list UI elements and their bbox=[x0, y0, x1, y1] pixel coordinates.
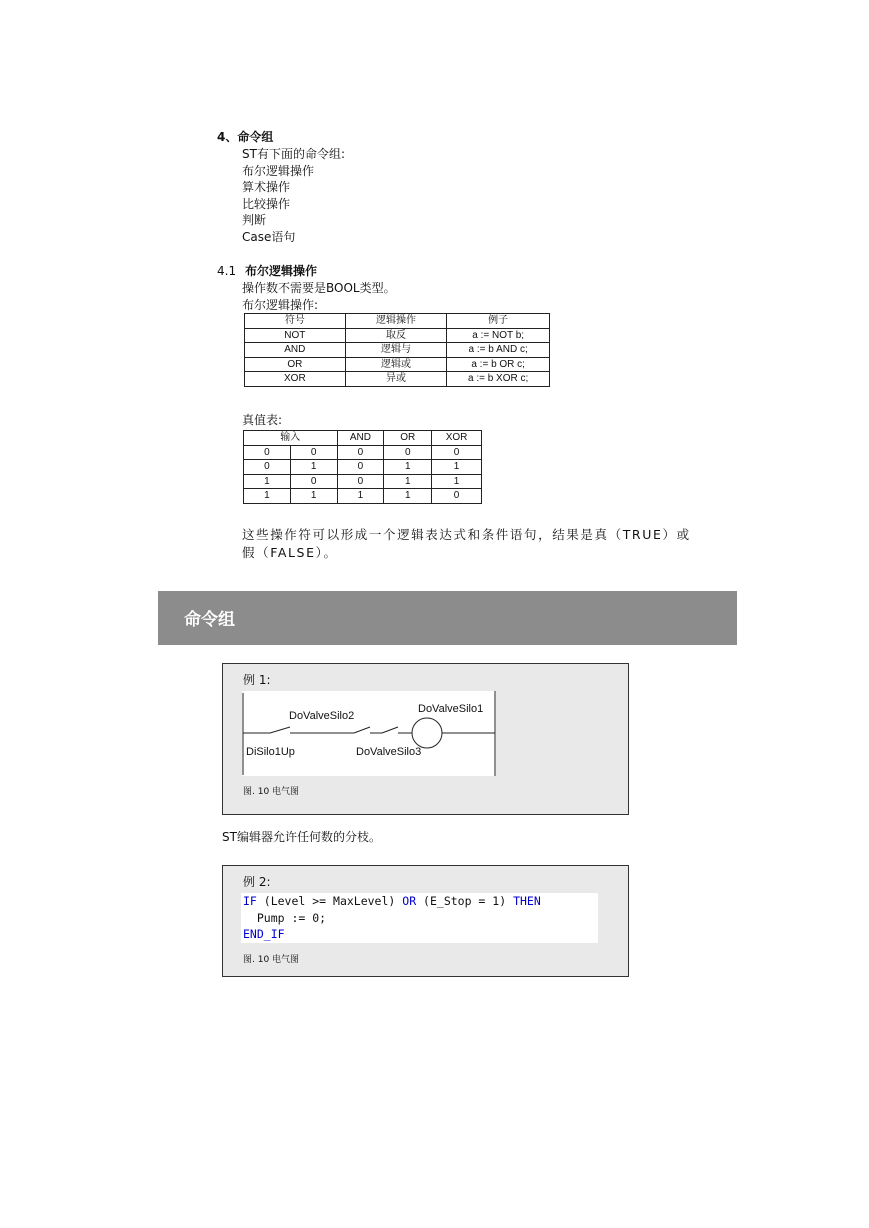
code-condition: (E_Stop = 1) bbox=[416, 894, 514, 908]
table-cell: 逻辑或 bbox=[345, 357, 447, 372]
code-block bbox=[241, 893, 598, 943]
table-cell: a := b OR c; bbox=[447, 357, 550, 372]
code-line: Pump := 0; bbox=[243, 910, 327, 925]
code-line bbox=[241, 893, 598, 910]
example-title: 例 1: bbox=[243, 673, 271, 687]
table-cell: 1 bbox=[432, 474, 482, 489]
table-cell: 取反 bbox=[345, 328, 447, 343]
contact-label: DoValveSilo3 bbox=[356, 746, 422, 758]
example-2-box bbox=[222, 865, 629, 977]
code-line-endif: END_IF bbox=[243, 927, 285, 942]
keyword-or: OR bbox=[402, 894, 417, 908]
list-item: 布尔逻辑操作 bbox=[242, 163, 315, 178]
contact-3-symbol bbox=[382, 727, 398, 733]
operand-note: 操作数不需要是BOOL类型。 bbox=[242, 281, 396, 295]
table-cell: a := b AND c; bbox=[447, 343, 550, 358]
contact-2-symbol bbox=[354, 727, 370, 733]
table-cell: a := b XOR c; bbox=[447, 372, 550, 387]
figure-caption: 图. 10 电气图 bbox=[243, 787, 300, 797]
keyword-if: IF bbox=[243, 894, 257, 908]
table-header: 逻辑操作 bbox=[345, 314, 447, 329]
intro-text: ST有下面的命令组: bbox=[242, 147, 345, 161]
figure-caption: 图. 10 电气图 bbox=[243, 955, 300, 965]
table-header: AND bbox=[337, 431, 384, 446]
banner-title: 命令组 bbox=[184, 610, 235, 630]
coil-label: DoValveSilo1 bbox=[418, 703, 484, 715]
keyword-then: THEN bbox=[513, 894, 541, 908]
table-cell: 0 bbox=[244, 445, 291, 460]
table-cell: 0 bbox=[384, 445, 432, 460]
table-cell: 异或 bbox=[345, 372, 447, 387]
ops-label: 布尔逻辑操作: bbox=[242, 298, 319, 312]
truth-table bbox=[243, 430, 482, 504]
coil-symbol bbox=[412, 718, 442, 748]
table-cell: 1 bbox=[384, 474, 432, 489]
table-cell: 1 bbox=[290, 489, 337, 504]
table-cell: 0 bbox=[432, 445, 482, 460]
table-cell: 0 bbox=[244, 460, 291, 475]
contact-label: DoValveSilo2 bbox=[289, 710, 355, 722]
table-cell: 0 bbox=[337, 474, 384, 489]
example-1-box bbox=[222, 663, 629, 815]
st-editor-note: ST编辑器允许任何数的分枝。 bbox=[222, 830, 381, 844]
table-cell: 1 bbox=[384, 460, 432, 475]
list-item: 比较操作 bbox=[242, 196, 291, 211]
table-cell: 1 bbox=[244, 474, 291, 489]
table-cell: AND bbox=[245, 343, 346, 358]
summary-paragraph: 这些操作符可以形成一个逻辑表达式和条件语句，结果是真（TRUE）或假（FALSE）。 bbox=[242, 527, 691, 560]
table-header: XOR bbox=[432, 431, 482, 446]
table-cell: 1 bbox=[290, 460, 337, 475]
ladder-diagram bbox=[242, 691, 496, 776]
section-banner bbox=[158, 591, 737, 645]
section-heading: 4、命令组 bbox=[217, 130, 274, 144]
table-cell: OR bbox=[245, 357, 346, 372]
list-item: Case语句 bbox=[242, 229, 296, 244]
code-condition: (Level >= MaxLevel) bbox=[256, 894, 403, 908]
example-title: 例 2: bbox=[243, 875, 271, 889]
table-header: 符号 bbox=[245, 314, 346, 329]
table-cell: 1 bbox=[244, 489, 291, 504]
table-cell: 1 bbox=[432, 460, 482, 475]
table-cell: 0 bbox=[337, 445, 384, 460]
table-cell: 0 bbox=[290, 445, 337, 460]
truth-table-label: 真值表: bbox=[242, 413, 283, 427]
table-cell: 0 bbox=[337, 460, 384, 475]
table-cell: 逻辑与 bbox=[345, 343, 447, 358]
table-cell: 0 bbox=[290, 474, 337, 489]
subsection-number: 4.1 bbox=[217, 264, 237, 278]
list-item: 判断 bbox=[242, 213, 267, 228]
contact-1-symbol bbox=[270, 727, 290, 733]
table-cell: XOR bbox=[245, 372, 346, 387]
table-cell: NOT bbox=[245, 328, 346, 343]
table-cell: 0 bbox=[432, 489, 482, 504]
table-cell: 1 bbox=[337, 489, 384, 504]
subsection-heading bbox=[217, 262, 317, 279]
table-header: 输入 bbox=[244, 431, 338, 446]
table-header: OR bbox=[384, 431, 432, 446]
command-group-list bbox=[242, 146, 345, 246]
contact-label: DiSilo1Up bbox=[246, 746, 295, 758]
boolean-ops-table bbox=[244, 313, 550, 387]
table-header: 例子 bbox=[447, 314, 550, 329]
table-cell: a := NOT b; bbox=[447, 328, 550, 343]
table-cell: 1 bbox=[384, 489, 432, 504]
list-item: 算术操作 bbox=[242, 180, 291, 195]
subsection-title: 布尔逻辑操作 bbox=[245, 264, 318, 278]
